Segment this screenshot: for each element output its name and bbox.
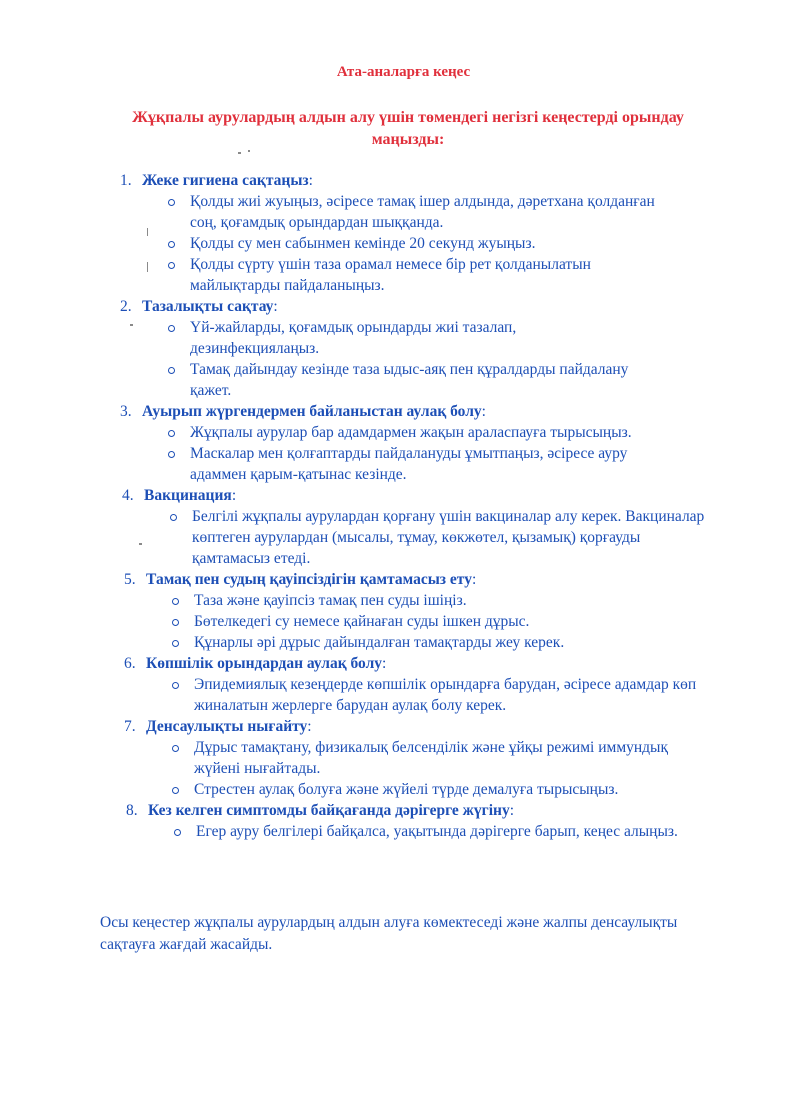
circle-bullet-icon: [168, 367, 175, 374]
section-title: Тазалықты сақтау: [142, 298, 274, 315]
section-colon: :: [273, 298, 278, 315]
circle-bullet-icon: [172, 745, 179, 752]
page-title: Ата-аналарға кеңес: [336, 64, 471, 80]
list-item: [0, 737, 694, 779]
list-item: [0, 506, 712, 569]
list-item-text: Егер ауру белгілері байқалса, уақытында дәрігерге барып, кеңес алыңыз.: [196, 823, 678, 840]
scan-speck: [248, 150, 250, 152]
list-item: [0, 443, 680, 485]
scan-speck: [238, 152, 241, 154]
list-item-text: Таза және қауіпсіз тамақ пен суды ішіңіз.: [194, 592, 467, 609]
section-number: 1.: [120, 172, 132, 189]
list-item-text: Жұқпалы аурулар бар адамдармен жақын араласпауға тырысыңыз.: [190, 424, 632, 441]
list-item: [0, 359, 650, 401]
list-item-text: Қолды су мен сабынмен кемінде 20 секунд жуыңыз.: [190, 235, 536, 252]
list-item: [0, 632, 674, 653]
section-title: Денсаулықты нығайту: [146, 718, 308, 735]
section-title: Тамақ пен судың қауіпсіздігін қамтамасыз ету: [146, 571, 472, 588]
list-item-text: Бөтелкедегі су немесе қайнаған суды ішкен дұрыс.: [194, 613, 530, 630]
section-food-water: [0, 569, 807, 590]
scan-speck: [130, 324, 133, 326]
list-item: [0, 317, 610, 359]
section-number: 2.: [120, 298, 132, 315]
list-item: [0, 821, 716, 842]
list-item-text: Эпидемиялық кезеңдерде көпшілік орындарға барудан, әсіресе адамдар көп жиналатын жерлерге барудан аулақ болу керек.: [194, 676, 697, 714]
section-hygiene: [0, 170, 807, 191]
list-item: [0, 233, 660, 254]
section-heading: [124, 653, 807, 674]
list-item-text: Белгілі жұқпалы аурулардан қорғану үшін вакциналар алу керек. Вакциналар көптеген аурулардан (мысалы, тұмау, көкжөтел, қызамық) қорғауды қамтамасыз етеді.: [192, 508, 705, 567]
circle-bullet-icon: [172, 787, 179, 794]
section-title: Ауырып жүргендермен байланыстан аулақ болу: [142, 403, 482, 420]
section-heading: [120, 401, 807, 422]
section-heading: [124, 569, 807, 590]
circle-bullet-icon: [170, 514, 177, 521]
section-number: 7.: [124, 718, 136, 735]
list-item: [0, 779, 714, 800]
scan-speck: [139, 543, 142, 545]
circle-bullet-icon: [168, 325, 175, 332]
section-title: Көпшілік орындардан аулақ болу: [146, 655, 383, 672]
list-item-text: Тамақ дайындау кезінде таза ыдыс-аяқ пен құралдарды пайдалану қажет.: [190, 361, 629, 399]
section-health: [0, 716, 807, 737]
scan-speck: [147, 262, 148, 272]
circle-bullet-icon: [172, 640, 179, 647]
section-number: 5.: [124, 571, 136, 588]
section-title: Кез келген симптомды байқағанда дәрігерге жүгіну: [148, 802, 510, 819]
circle-bullet-icon: [168, 430, 175, 437]
list-item-text: Стрестен аулақ болуға және жүйелі түрде демалуға тырысыңыз.: [194, 781, 619, 798]
circle-bullet-icon: [168, 199, 175, 206]
circle-bullet-icon: [172, 682, 179, 689]
scan-speck: [147, 228, 148, 236]
section-colon: :: [481, 403, 486, 420]
conclusion-text: Осы кеңестер жұқпалы аурулардың алдын алуға көмектеседі және жалпы денсаулықты сақтауға жағдай жасайды.: [100, 914, 678, 953]
circle-bullet-icon: [174, 829, 181, 836]
section-colon: :: [307, 718, 312, 735]
section-colon: :: [509, 802, 515, 819]
list-item: [0, 254, 680, 296]
section-number: 3.: [120, 403, 132, 420]
section-heading: [120, 170, 807, 191]
section-number: 6.: [124, 655, 136, 672]
section-colon: :: [471, 571, 477, 588]
list-item: [0, 191, 660, 233]
section-vaccination: [0, 485, 807, 506]
list-item-text: Қолды жиі жуыңыз, әсіресе тамақ ішер алдында, дәретхана қолданған соң, қоғамдық орындардан шыққанда.: [190, 193, 655, 231]
section-heading: [120, 296, 807, 317]
section-colon: :: [231, 487, 237, 504]
list-item-text: Маскалар мен қолғаптарды пайдалануды ұмытпаңыз, әсіресе ауру адаммен қарым-қатынас кезінде.: [190, 445, 628, 483]
list-item-text: Үй-жайларды, қоғамдық орындарды жиі тазалап, дезинфекциялаңыз.: [190, 319, 517, 357]
section-title: Жеке гигиена сақтаңыз: [142, 172, 309, 189]
list-item-text: Дұрыс тамақтану, физикалық белсенділік және ұйқы режимі иммундық жүйені нығайтады.: [194, 739, 668, 777]
section-heading: [126, 800, 807, 821]
circle-bullet-icon: [168, 241, 175, 248]
list-item: [0, 590, 674, 611]
section-colon: :: [382, 655, 387, 672]
section-heading: [124, 716, 807, 737]
circle-bullet-icon: [172, 598, 179, 605]
section-number: 8.: [126, 802, 138, 819]
section-colon: :: [308, 172, 313, 189]
section-number: 4.: [122, 487, 134, 504]
page-subtitle: Жұқпалы аурулардың алдын алу үшін төмендегі негізгі кеңестерді орындау маңызды:: [132, 109, 684, 148]
section-avoid-sick: [0, 401, 807, 422]
circle-bullet-icon: [172, 619, 179, 626]
section-heading: [122, 485, 807, 506]
list-item: [0, 674, 714, 716]
advice-list: [0, 170, 807, 842]
section-doctor: [0, 800, 807, 821]
circle-bullet-icon: [168, 262, 175, 269]
list-item-text: Қолды сүрту үшін таза орамал немесе бір рет қолданылатын майлықтарды пайдаланыңыз.: [190, 256, 591, 294]
section-crowds: [0, 653, 807, 674]
list-item: [0, 422, 650, 443]
list-item-text: Құнарлы әрі дұрыс дайындалған тамақтарды жеу керек.: [194, 634, 565, 651]
list-item: [0, 611, 674, 632]
section-title: Вакцинация: [144, 487, 232, 504]
circle-bullet-icon: [168, 451, 175, 458]
section-cleanliness: [0, 296, 807, 317]
